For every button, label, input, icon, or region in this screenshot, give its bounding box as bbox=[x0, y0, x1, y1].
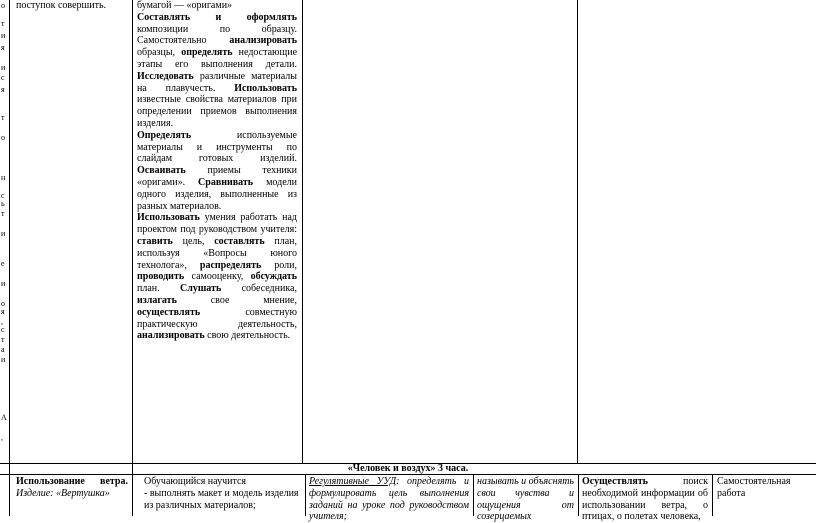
grid-line bbox=[302, 0, 303, 463]
section-title: «Человек и воздух» 3 часа. bbox=[347, 463, 469, 474]
grid-line bbox=[305, 474, 306, 516]
personal-uud-text: называть и объяснять свои чувства и ощущения от созерцаемых bbox=[477, 476, 574, 523]
learning-outcomes-cell bbox=[140, 476, 300, 511]
grid-line bbox=[132, 0, 133, 516]
grid-line bbox=[578, 474, 579, 516]
lesson-product: Изделие: «Вертушка» bbox=[16, 487, 110, 499]
lesson-topic-cell bbox=[16, 476, 128, 500]
control-form-cell bbox=[717, 476, 813, 500]
activity-verb: Осуществлять bbox=[582, 476, 648, 487]
uud-text: : определять и формулировать цель выполнения заданий на уроке под руководством учителя; bbox=[309, 476, 470, 523]
outcomes-heading: Обучающийся научится bbox=[144, 476, 247, 487]
col1-text: поступок совершить. bbox=[16, 0, 107, 11]
control-form-text: Самостоятельная работа bbox=[717, 476, 791, 499]
activities-paragraph-3: Использовать умения работать над проектом под руководством учителя: ставить цель, составлять план, используя «Вопросы юного технолога», распределять роли, проводить самооценку, обсуждать план. Слушать собеседника, излагать свое мнение, осуществлять совместную практическую деятельность, анализировать свою деятельность. bbox=[137, 212, 297, 342]
uud-label: Регулятивные УУД bbox=[309, 476, 397, 487]
activities-paragraph-2: Определять используемые материалы и инструменты по слайдам готовых изделий. Осваивать приемы техники «оригами». Сравнивать модели одного изделия, выполненные из разных материалов. bbox=[137, 129, 297, 212]
grid-line bbox=[473, 474, 474, 516]
activities-paragraph-1: бумагой — «оригами» Составлять и оформлять композиции по образцу. Самостоятельно анализировать образцы, определять недостающие этапы его выполнения детали. Исследовать различные материалы на плавучесть. Использовать известные свойства материалов при определении приемов выполнения изделия. bbox=[137, 0, 298, 129]
grid-line bbox=[9, 0, 10, 516]
grid-line bbox=[577, 0, 578, 463]
grid-line bbox=[0, 474, 816, 475]
grid-line bbox=[712, 474, 713, 516]
outcomes-item: - выполнять макет и модель изделия из различных материалов; bbox=[144, 487, 299, 511]
lesson-topic: Использование ветра. bbox=[16, 476, 128, 487]
activity-text: поиск необходимой информации об использовании ветра, о птицах, о полетах человека, bbox=[582, 476, 708, 523]
top-cell-activities bbox=[137, 0, 297, 342]
top-cell-col1 bbox=[16, 0, 128, 12]
